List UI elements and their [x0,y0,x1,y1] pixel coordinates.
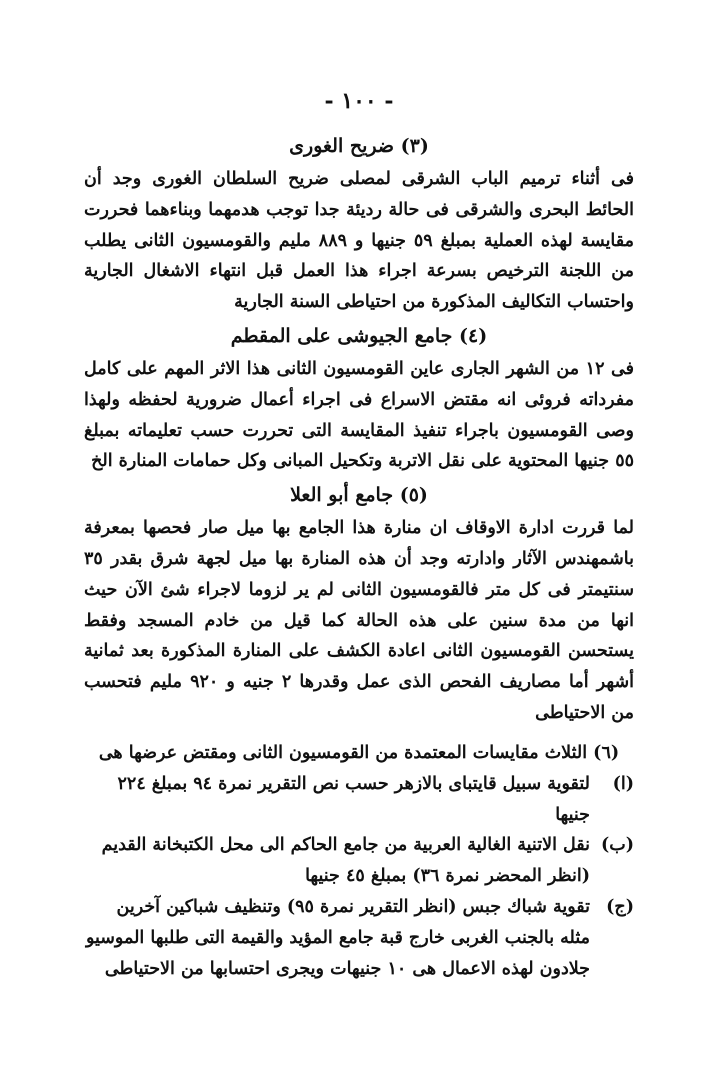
list-text: لتقوية سبيل قايتباى بالازهر حسب نص التقرير نمرة ٩٤ بمبلغ ٢٢٤ جنيها [117,773,590,825]
section-paragraph: فى أثناء ترميم الباب الشرقى لمصلى ضريح السلطان الغورى وجد أن الحائط البحرى والشرقى فى حالة رديئة جدا توجب هدمهما وبناءهما فحررت مقايسة لهذه العملية بمبلغ ٥٩ جنيها و ٨٨٩ مليم والقومسيون الثانى يطلب من اللجنة الترخيص بسرعة اجراء هذا العمل قبل انتهاء الاشغال الجارية واحتساب التكاليف المذكورة من احتياطى السنة الجارية [84,169,634,313]
list-item [84,769,634,831]
section-heading: (٦) الثلاث مقايسات المعتمدة من القومسيون الثانى ومقتض عرضها هى [98,742,620,763]
list-marker: (ب) [600,835,634,856]
list-text: نقل الاتنية الغالية العربية من جامع الحاكم الى محل الكتبخانة القديم (انظر المحضر نمرة ٣٦) بمبلغ ٤٥ جنيها [101,835,590,887]
page-number: - ١٠٠ - [324,88,394,114]
list-item [84,830,634,892]
section-heading: (٣) ضريح الغورى [289,135,429,157]
section-paragraph: لما قررت ادارة الاوقاف ان منارة هذا الجامع بها ميل صار فحصها بمعرفة باشمهندس الآثار وادارته وجد أن هذه المنارة بها ميل لجهة شرق بقدر ٣٥ سنتيمتر فى كل متر فالقومسيون الثانى لم ير لزوما لاجراء شئ الآن حيث انها من مدة سنين على هذه الحالة كما قيل من خادم المسجد وفقط يستحسن القومسيون الثانى اعادة الكشف على المنارة المذكورة بعد ثمانية أشهر أما مصاريف الفحص الذى عمل وقدرها ٢ جنيه و ٩٢٠ مليم فتحسب من الاحتياطى [84,518,634,723]
list-text: تقوية شباك جبس (انظر التقرير نمرة ٩٥) وتنظيف شباكين آخرين مثله بالجنب الغربى خارج قبة جامع المؤيد والقيمة التى طلبها الموسيو جلادون لهذه الاعمال هى ١٠ جنيهات ويجرى احتسابها من الاحتياطى [85,896,590,979]
section-heading: (٤) جامع الجيوشى على المقطم [230,324,488,347]
list-marker: (ا) [612,773,634,794]
list-item [84,892,634,984]
section-ghuri-tomb [84,128,634,318]
section-paragraph: فى ١٢ من الشهر الجارى عاين القومسيون الثانى هذا الاثر المهم على كامل مفرداته فروئى انه مقتض الاسراع فى اجراء أعمال ضرورية لحفظه ولهذا وصى القومسيون باجراء تنفيذ المقايسة التى تحررت حسب تعليماته بمبلغ ٥٥ جنيها المحتوية على نقل الاتربة وتكحيل المبانى وكل حمامات المنارة الخ [84,358,635,472]
section-abu-al-ila-mosque [84,477,634,729]
section-heading: (٥) جامع أبو العلا [290,484,428,507]
list-marker: (ج) [606,896,634,917]
section-juyushi-mosque [84,318,634,477]
section-three-estimates [84,737,634,985]
